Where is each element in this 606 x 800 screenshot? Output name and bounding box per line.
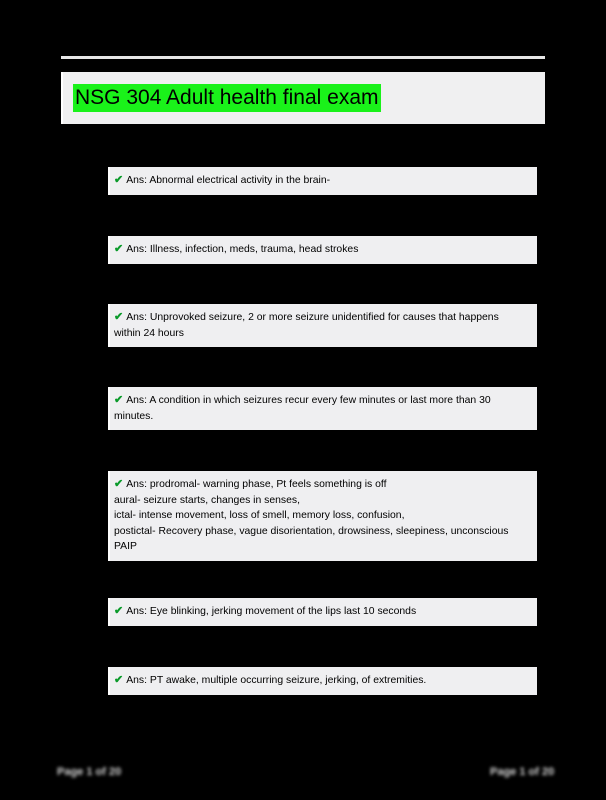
title-panel bbox=[61, 72, 545, 124]
answer-text: Ans: Illness, infection, meds, trauma, head strokes bbox=[126, 244, 359, 255]
document-title: NSG 304 Adult health final exam bbox=[73, 84, 381, 112]
answer-box-7 bbox=[108, 667, 537, 695]
answer-box-3 bbox=[108, 304, 537, 347]
checkmark-icon: ✔ bbox=[114, 174, 124, 186]
answer-text: Ans: Unprovoked seizure, 2 or more seizure unidentified for causes that happens bbox=[126, 312, 499, 323]
answer-text-aural: aural- seizure starts, changes in senses, bbox=[114, 494, 300, 506]
answer-text-continued: minutes. bbox=[114, 410, 154, 422]
checkmark-icon: ✔ bbox=[114, 478, 124, 490]
answer-box-6 bbox=[108, 598, 537, 626]
answer-text-paip: PAIP bbox=[114, 541, 137, 552]
top-divider bbox=[61, 56, 545, 59]
answer-text-postictal: postictal- Recovery phase, vague disorientation, drowsiness, sleepiness, unconscious bbox=[114, 525, 509, 537]
answer-text: Ans: Abnormal electrical activity in the brain- bbox=[126, 175, 331, 186]
answer-text: Ans: prodromal- warning phase, Pt feels something is off bbox=[126, 479, 387, 490]
answer-text: Ans: PT awake, multiple occurring seizure, jerking, of extremities. bbox=[126, 675, 427, 686]
answer-text: Ans: Eye blinking, jerking movement of the lips last 10 seconds bbox=[126, 606, 417, 617]
checkmark-icon: ✔ bbox=[114, 605, 124, 617]
checkmark-icon: ✔ bbox=[114, 311, 124, 323]
footer-left-text: Page 1 of 20 bbox=[57, 766, 122, 778]
answer-box-5 bbox=[108, 471, 537, 561]
answer-text-ictal: ictal- intense movement, loss of smell, memory loss, confusion, bbox=[114, 510, 405, 521]
checkmark-icon: ✔ bbox=[114, 243, 124, 255]
answer-box-1 bbox=[108, 167, 537, 195]
footer-right-text: Page 1 of 20 bbox=[490, 766, 555, 778]
answer-text-continued: within 24 hours bbox=[114, 327, 184, 339]
checkmark-icon: ✔ bbox=[114, 674, 124, 686]
answer-box-2 bbox=[108, 236, 537, 264]
answer-text: Ans: A condition in which seizures recur every few minutes or last more than 30 bbox=[126, 395, 491, 406]
checkmark-icon: ✔ bbox=[114, 394, 124, 406]
answer-box-4 bbox=[108, 387, 537, 430]
